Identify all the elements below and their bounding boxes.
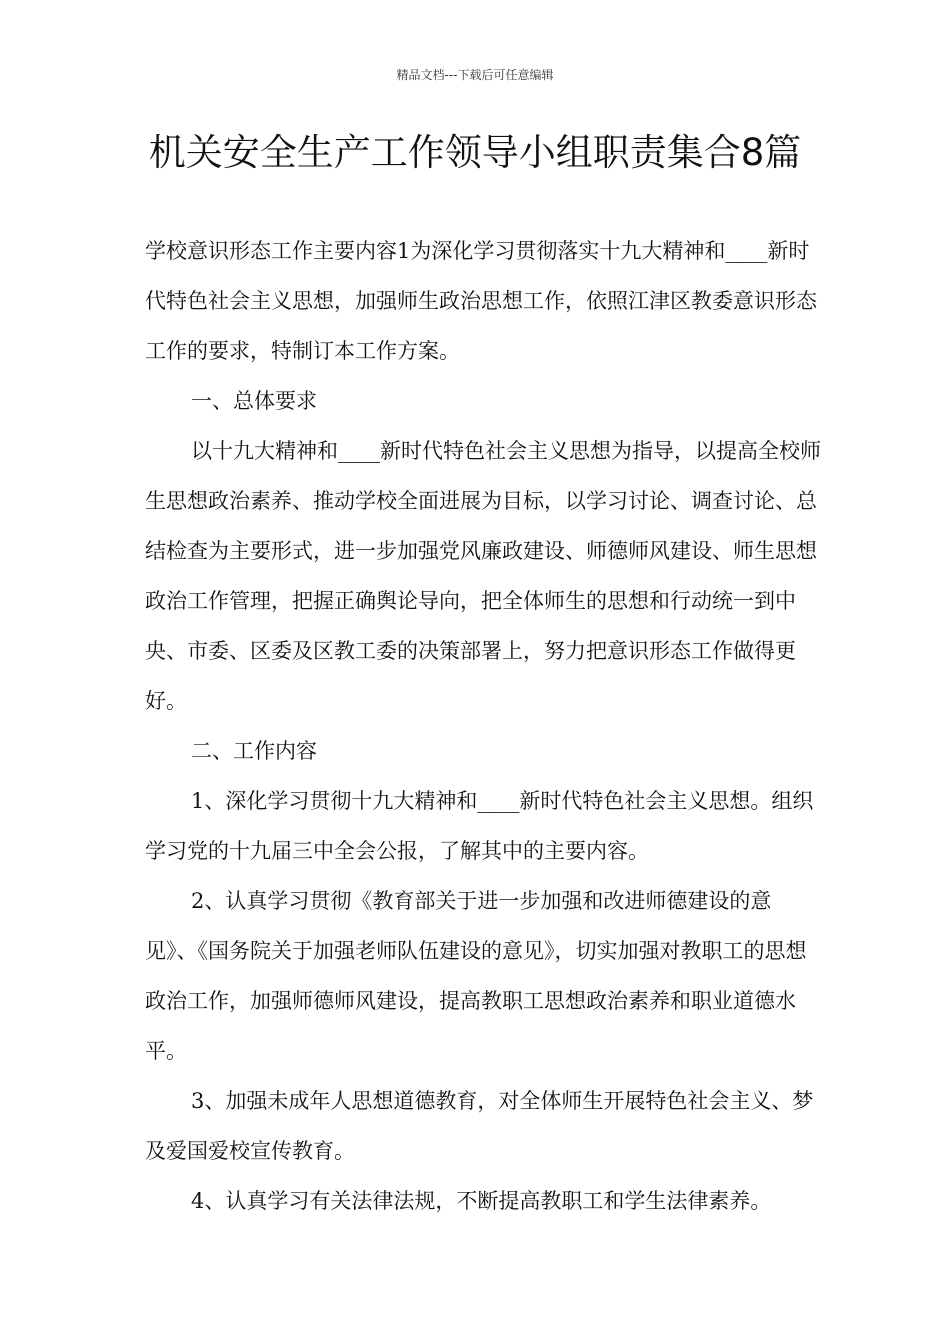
section-heading-work-content: 二、工作内容 <box>191 739 317 763</box>
paragraph-item-1: 1、深化学习贯彻十九大精神和____新时代特色社会主义思想。组织学习党的十九届三中全会公报，了解其中的主要内容。 <box>145 789 814 863</box>
header-note: 精品文档---下载后可任意编辑 <box>396 68 554 82</box>
document-body <box>145 226 821 1226</box>
document-title: 机关安全生产工作领导小组职责集合8篇 <box>148 131 802 174</box>
paragraph-item-4: 4、认真学习有关法律法规，不断提高教职工和学生法律素养。 <box>191 1189 772 1213</box>
section-heading-general-requirements: 一、总体要求 <box>191 389 317 413</box>
paragraph-intro: 学校意识形态工作主要内容1为深化学习贯彻落实十九大精神和____新时代特色社会主义思想，加强师生政治思想工作，依照江津区教委意识形态工作的要求，特制订本工作方案。 <box>145 239 817 363</box>
paragraph-item-2: 2、认真学习贯彻《教育部关于进一步加强和改进师德建设的意见》、《国务院关于加强老师队伍建设的意见》，切实加强对教职工的思想政治工作，加强师德师风建设，提高教职工思想政治素养和职业道德水平。 <box>145 889 807 1063</box>
paragraph-item-3: 3、加强未成年人思想道德教育，对全体师生开展特色社会主义、梦及爱国爱校宣传教育。 <box>145 1089 814 1163</box>
paragraph-general-requirements: 以十九大精神和____新时代特色社会主义思想为指导，以提高全校师生思想政治素养、推动学校全面进展为目标，以学习讨论、调查讨论、总结检查为主要形式，进一步加强党风廉政建设、师德师风建设、师生思想政治工作管理，把握正确舆论导向，把全体师生的思想和行动统一到中央、市委、区委及区教工委的决策部署上，努力把意识形态工作做得更好。 <box>145 439 821 713</box>
